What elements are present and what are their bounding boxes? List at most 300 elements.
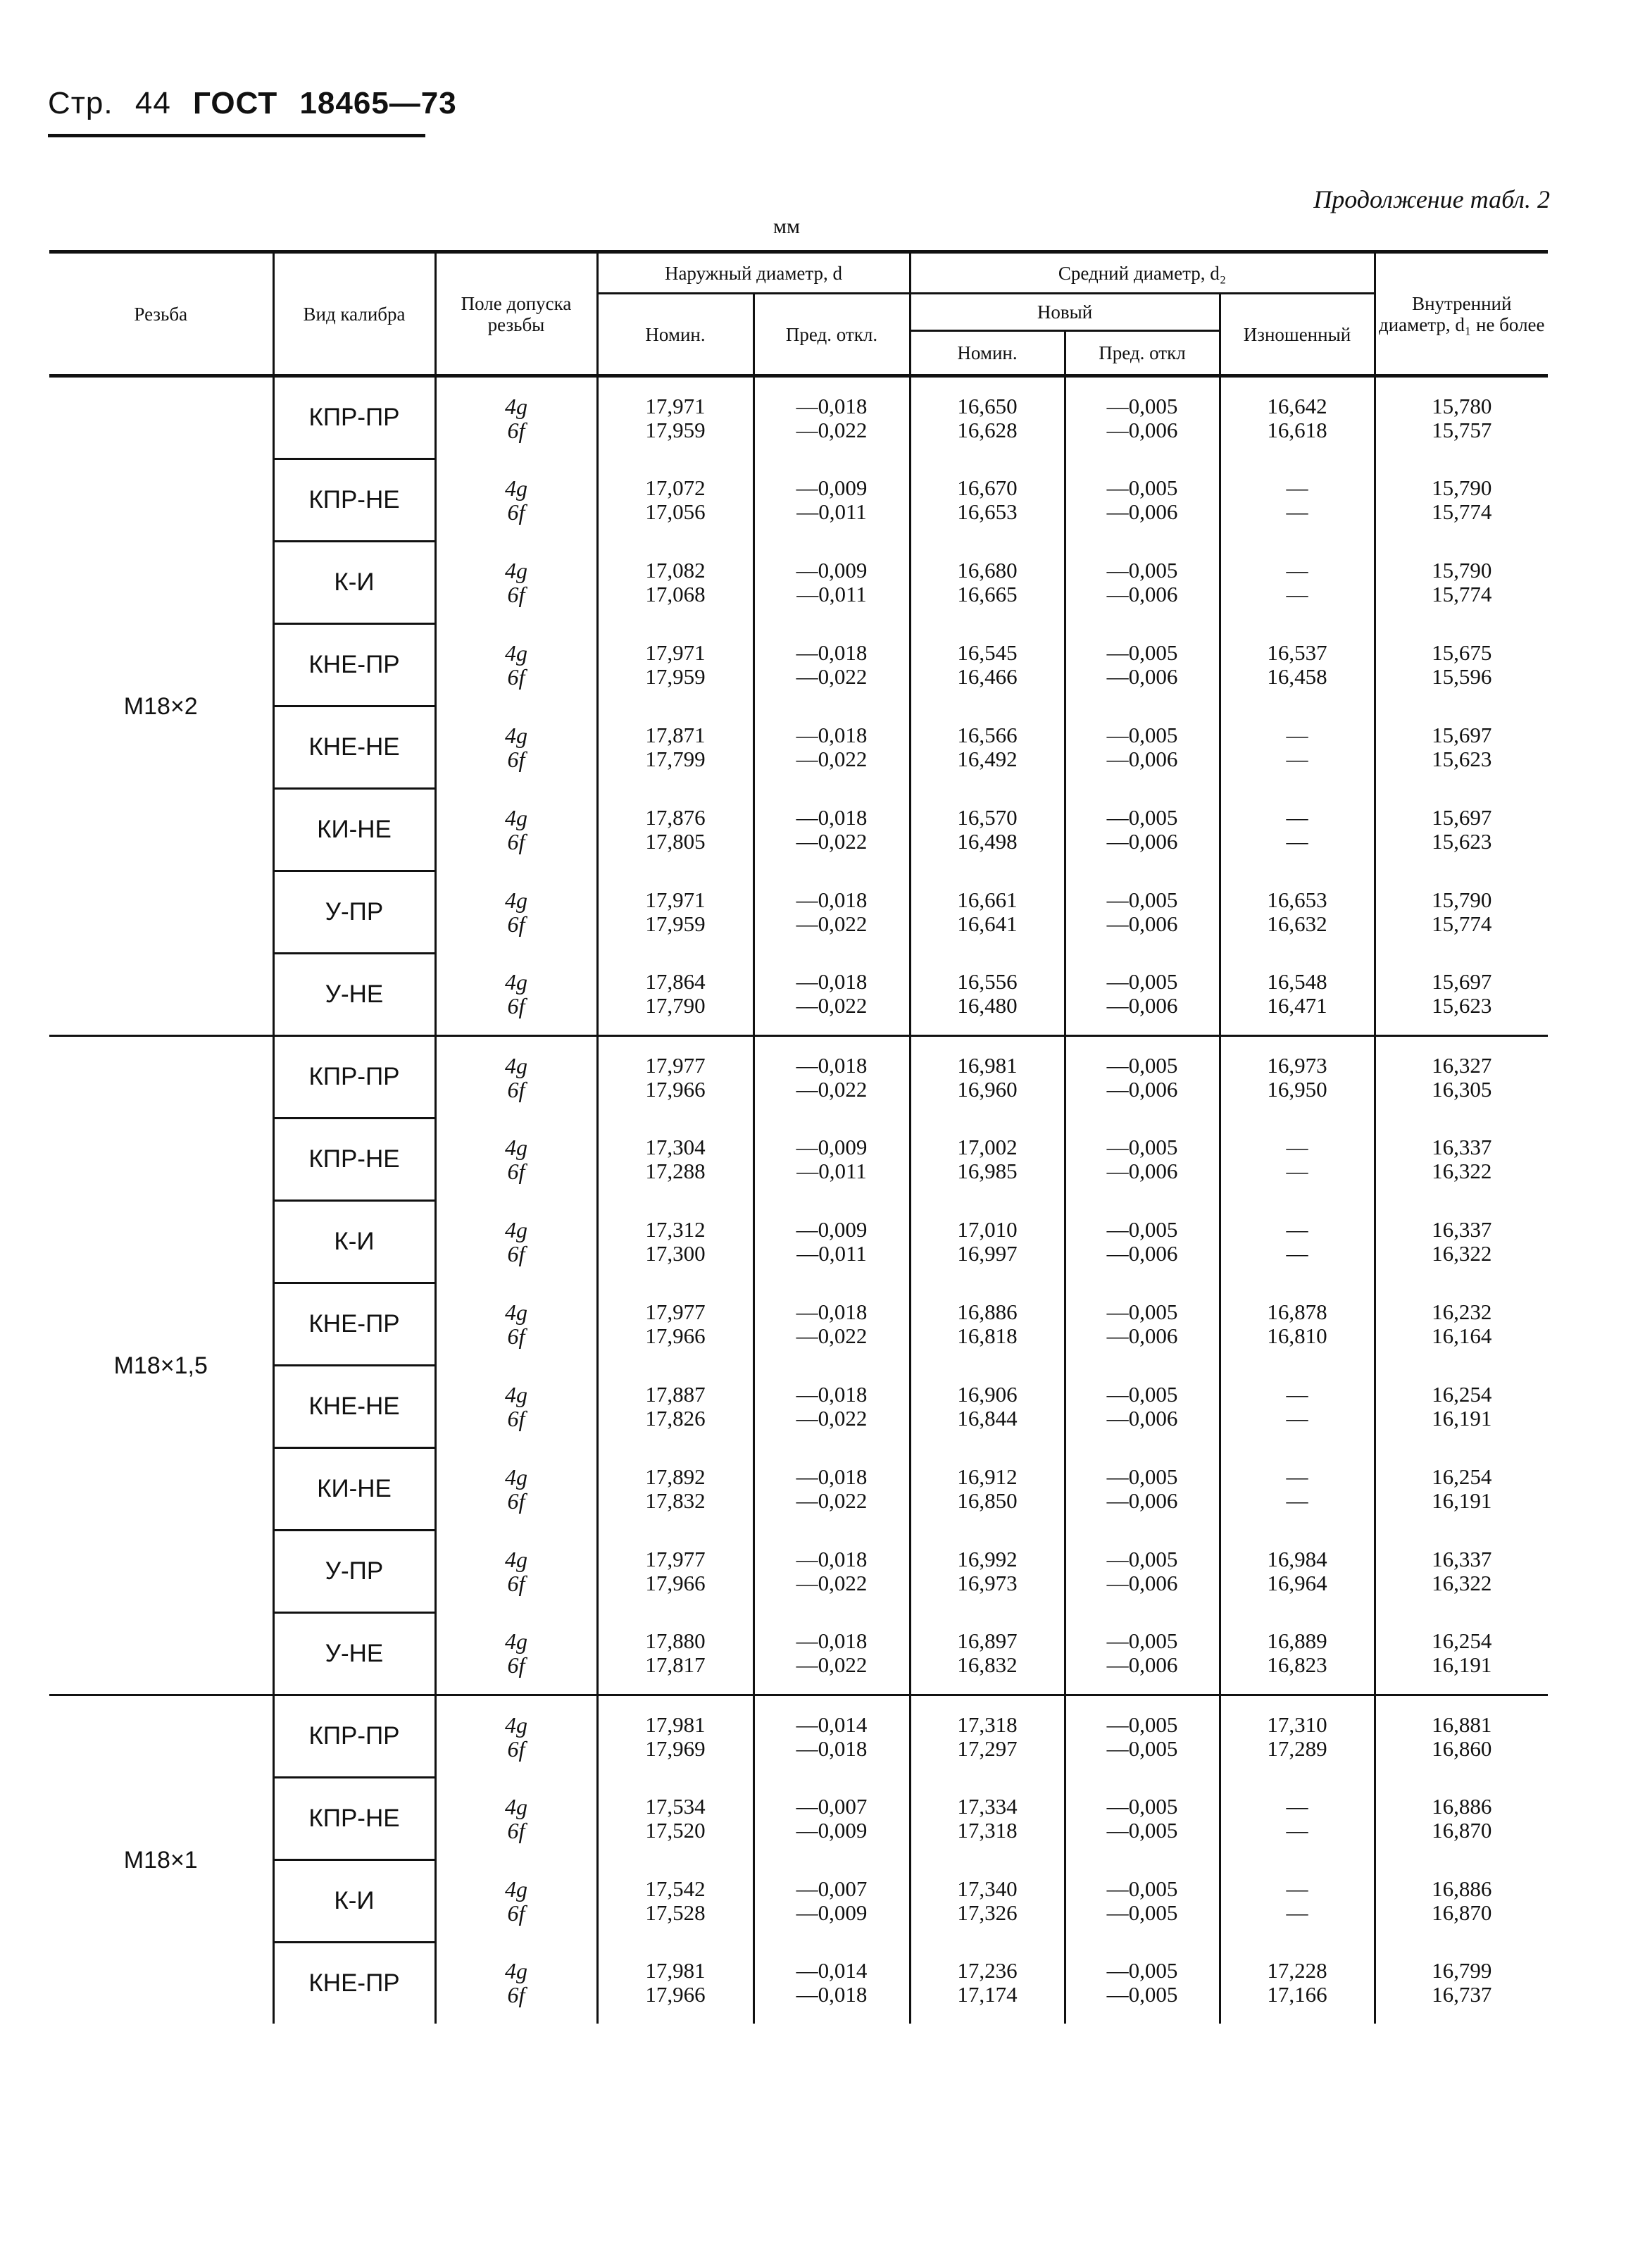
pitch-nominal-cell [910, 1448, 1065, 1531]
pitch-deviation-cell [1065, 376, 1220, 459]
pitch-deviation-value: —0,006 [1106, 829, 1178, 854]
outer-nominal-cell [597, 376, 753, 459]
inner-diameter-value: 16,886 [1432, 1794, 1492, 1819]
outer-deviation-cell [753, 789, 910, 871]
outer-nominal-value: 17,864 [645, 969, 706, 995]
inner-diameter-cell [1375, 1036, 1548, 1119]
outer-nominal-cell [597, 1448, 753, 1531]
worn-value: 16,964 [1267, 1571, 1327, 1595]
outer-deviation-cell [753, 542, 910, 624]
standard-number: 18465—73 [299, 86, 457, 120]
pitch-nominal-value: 16,832 [957, 1652, 1018, 1678]
tolerance-value: 4g [505, 1876, 527, 1902]
pitch-nominal-cell [910, 1366, 1065, 1448]
outer-nominal-value: 17,876 [645, 805, 706, 830]
tolerance-value: 6f [507, 1818, 525, 1843]
pitch-nominal-value: 16,492 [957, 747, 1018, 771]
outer-nominal-value: 17,966 [645, 1982, 706, 2007]
worn-value: — [1286, 582, 1308, 606]
tolerance-value: 6f [507, 582, 525, 607]
header-outer-diameter: Наружный диаметр, d [597, 252, 910, 294]
worn-value: 17,289 [1267, 1736, 1327, 1761]
worn-cell [1220, 789, 1375, 871]
table-row [49, 1695, 1548, 1778]
gauge-type-cell: У-ПР [273, 871, 435, 954]
outer-nominal-cell [597, 789, 753, 871]
outer-nominal-value: 17,288 [645, 1159, 706, 1183]
pitch-deviation-value: —0,006 [1106, 1076, 1178, 1102]
inner-diameter-value: 16,881 [1432, 1712, 1492, 1737]
pitch-deviation-value: —0,005 [1106, 1547, 1178, 1571]
tolerance-cell [435, 1613, 597, 1695]
pitch-deviation-value: —0,005 [1106, 1712, 1178, 1737]
outer-deviation-value: —0,018 [796, 640, 868, 665]
gauge-type-cell: У-ПР [273, 1531, 435, 1613]
pitch-nominal-value: 17,174 [957, 1982, 1018, 2007]
outer-nominal-value: 17,959 [645, 664, 706, 689]
worn-value: 16,984 [1267, 1547, 1327, 1571]
outer-nominal-cell [597, 459, 753, 542]
outer-deviation-value: —0,018 [796, 393, 868, 418]
outer-nominal-value: 17,300 [645, 1241, 706, 1266]
outer-deviation-value: —0,022 [796, 664, 868, 689]
pitch-nominal-value: 17,010 [957, 1217, 1018, 1242]
pitch-nominal-value: 16,653 [957, 499, 1018, 524]
outer-deviation-value: —0,022 [796, 911, 868, 936]
outer-nominal-value: 17,966 [645, 1076, 706, 1102]
pitch-deviation-cell [1065, 542, 1220, 624]
outer-nominal-value: 17,312 [645, 1217, 706, 1242]
pitch-deviation-value: —0,005 [1106, 558, 1178, 582]
table-body [49, 376, 1548, 2024]
header-worn: Изношенный [1220, 294, 1375, 376]
inner-diameter-cell [1375, 1366, 1548, 1448]
pitch-deviation-value: —0,005 [1106, 1135, 1178, 1159]
gauge-type-cell: КНЕ-ПР [273, 1943, 435, 2024]
pitch-nominal-cell [910, 706, 1065, 789]
inner-diameter-cell [1375, 954, 1548, 1036]
inner-diameter-cell [1375, 871, 1548, 954]
pitch-deviation-cell [1065, 1860, 1220, 1943]
outer-deviation-cell [753, 706, 910, 789]
outer-deviation-value: —0,022 [796, 747, 868, 771]
outer-deviation-cell [753, 1283, 910, 1366]
outer-nominal-cell [597, 1695, 753, 1778]
tolerance-value: 4g [505, 475, 527, 501]
pitch-nominal-value: 16,960 [957, 1076, 1018, 1102]
pitch-deviation-value: —0,006 [1106, 1652, 1178, 1678]
outer-deviation-value: —0,011 [796, 1241, 867, 1266]
outer-deviation-value: —0,018 [796, 1628, 868, 1654]
outer-nominal-value: 17,977 [645, 1052, 706, 1078]
outer-deviation-value: —0,011 [796, 499, 867, 524]
pitch-deviation-value: —0,005 [1106, 887, 1178, 912]
table-row [49, 1036, 1548, 1119]
table-row [49, 1943, 1548, 2024]
outer-deviation-value: —0,018 [796, 1464, 868, 1489]
pitch-deviation-value: —0,005 [1106, 393, 1178, 418]
pitch-deviation-value: —0,005 [1106, 1464, 1178, 1489]
inner-diameter-value: 16,337 [1432, 1547, 1492, 1571]
pitch-deviation-value: —0,006 [1106, 911, 1178, 936]
inner-diameter-cell [1375, 1283, 1548, 1366]
worn-cell [1220, 1613, 1375, 1695]
outer-deviation-cell [753, 1201, 910, 1283]
table-row [49, 1860, 1548, 1943]
tolerance-cell [435, 542, 597, 624]
pitch-nominal-cell [910, 1119, 1065, 1201]
outer-deviation-value: —0,022 [796, 1488, 868, 1513]
tolerance-value: 4g [505, 1382, 527, 1407]
pitch-nominal-cell [910, 871, 1065, 954]
inner-diameter-cell [1375, 1695, 1548, 1778]
worn-cell [1220, 1366, 1375, 1448]
outer-nominal-value: 17,981 [645, 1712, 706, 1737]
pitch-deviation-value: —0,005 [1106, 1982, 1178, 2007]
outer-nominal-value: 17,304 [645, 1135, 706, 1159]
outer-deviation-value: —0,018 [796, 1052, 868, 1078]
tolerance-value: 6f [507, 1736, 525, 1762]
outer-nominal-cell [597, 871, 753, 954]
inner-diameter-cell [1375, 459, 1548, 542]
table-row [49, 1366, 1548, 1448]
pitch-deviation-value: —0,006 [1106, 499, 1178, 524]
pitch-nominal-value: 16,997 [957, 1241, 1018, 1266]
tolerance-value: 6f [507, 1406, 525, 1431]
outer-deviation-value: —0,011 [796, 1159, 867, 1183]
outer-nominal-value: 17,068 [645, 582, 706, 606]
outer-nominal-value: 17,790 [645, 993, 706, 1018]
outer-nominal-cell [597, 954, 753, 1036]
inner-diameter-value: 16,305 [1432, 1076, 1492, 1102]
outer-deviation-value: —0,007 [796, 1876, 868, 1901]
tolerance-cell [435, 1119, 597, 1201]
inner-diameter-value: 16,870 [1432, 1818, 1492, 1843]
pitch-nominal-value: 16,628 [957, 417, 1018, 442]
worn-value: — [1286, 1464, 1308, 1489]
outer-nominal-value: 17,528 [645, 1900, 706, 1925]
header-pitch-nominal: Номин. [910, 331, 1065, 376]
outer-deviation-value: —0,022 [796, 1406, 868, 1431]
inner-diameter-cell [1375, 1531, 1548, 1613]
outer-deviation-value: —0,022 [796, 1652, 868, 1678]
inner-diameter-value: 15,697 [1432, 969, 1492, 995]
gauge-type-cell: К-И [273, 542, 435, 624]
tolerance-value: 6f [507, 829, 525, 854]
pitch-nominal-cell [910, 1531, 1065, 1613]
outer-nominal-value: 17,969 [645, 1736, 706, 1761]
inner-diameter-value: 16,322 [1432, 1241, 1492, 1266]
gauge-type-cell: КПР-ПР [273, 1036, 435, 1119]
outer-deviation-value: —0,007 [796, 1794, 868, 1819]
outer-deviation-value: —0,018 [796, 1382, 868, 1407]
header-outer-nominal: Номин. [597, 294, 753, 376]
gauge-type-cell: КНЕ-ПР [273, 624, 435, 706]
tolerance-cell [435, 1778, 597, 1860]
outer-deviation-value: —0,014 [796, 1958, 868, 1983]
inner-diameter-cell [1375, 1860, 1548, 1943]
pitch-deviation-value: —0,005 [1106, 475, 1178, 500]
outer-nominal-value: 17,977 [645, 1300, 706, 1324]
pitch-nominal-value: 16,570 [957, 805, 1018, 830]
worn-value: 16,878 [1267, 1300, 1327, 1324]
tolerance-value: 4g [505, 1712, 527, 1738]
inner-diameter-value: 15,697 [1432, 805, 1492, 830]
table-row [49, 542, 1548, 624]
outer-deviation-cell [753, 1448, 910, 1531]
table-continuation-caption: Продолжение табл. 2 [1313, 185, 1550, 213]
pitch-deviation-cell [1065, 1778, 1220, 1860]
pitch-nominal-value: 17,236 [957, 1958, 1018, 1983]
pitch-deviation-cell [1065, 1201, 1220, 1283]
pitch-deviation-cell [1065, 706, 1220, 789]
inner-diameter-value: 16,322 [1432, 1159, 1492, 1183]
worn-value: 16,548 [1267, 969, 1327, 995]
worn-value: 16,618 [1267, 417, 1327, 442]
tolerance-value: 4g [505, 393, 527, 419]
inner-diameter-value: 16,799 [1432, 1958, 1492, 1983]
tolerance-value: 4g [505, 969, 527, 995]
pitch-deviation-cell [1065, 1119, 1220, 1201]
pitch-nominal-value: 16,818 [957, 1323, 1018, 1348]
tolerance-value: 6f [507, 1982, 525, 2008]
pitch-deviation-value: —0,005 [1106, 640, 1178, 665]
tolerance-cell [435, 1943, 597, 2024]
page-header [48, 86, 470, 121]
gauge-type-cell: К-И [273, 1201, 435, 1283]
pitch-deviation-cell [1065, 954, 1220, 1036]
table-row [49, 954, 1548, 1036]
thread-cell: М18×2 [49, 376, 273, 1036]
tolerance-cell [435, 1201, 597, 1283]
outer-nominal-value: 17,082 [645, 558, 706, 582]
inner-diameter-value: 16,870 [1432, 1900, 1492, 1925]
tolerance-value: 6f [507, 417, 525, 443]
worn-value: 17,228 [1267, 1958, 1327, 1983]
outer-deviation-cell [753, 1860, 910, 1943]
pitch-deviation-cell [1065, 1448, 1220, 1531]
worn-value: — [1286, 1241, 1308, 1266]
worn-cell [1220, 1778, 1375, 1860]
inner-diameter-value: 16,254 [1432, 1628, 1492, 1654]
outer-deviation-cell [753, 871, 910, 954]
worn-cell [1220, 624, 1375, 706]
pitch-deviation-cell [1065, 871, 1220, 954]
thread-cell: М18×1,5 [49, 1036, 273, 1695]
tolerance-cell [435, 624, 597, 706]
outer-nominal-value: 17,799 [645, 747, 706, 771]
worn-value: 17,166 [1267, 1982, 1327, 2007]
pitch-nominal-value: 16,650 [957, 393, 1018, 418]
tolerance-value: 6f [507, 1571, 525, 1596]
thread-cell: М18×1 [49, 1695, 273, 2024]
inner-diameter-cell [1375, 376, 1548, 459]
pitch-deviation-value: —0,006 [1106, 1406, 1178, 1431]
outer-deviation-value: —0,022 [796, 417, 868, 442]
inner-diameter-value: 16,886 [1432, 1876, 1492, 1901]
table-row [49, 1531, 1548, 1613]
inner-diameter-value: 16,191 [1432, 1406, 1492, 1431]
pitch-nominal-value: 16,498 [957, 829, 1018, 854]
pitch-nominal-value: 16,844 [957, 1406, 1018, 1431]
worn-cell [1220, 1943, 1375, 2024]
tolerance-cell [435, 1448, 597, 1531]
gauge-type-cell: КПР-ПР [273, 376, 435, 459]
inner-diameter-cell [1375, 789, 1548, 871]
pitch-nominal-cell [910, 1778, 1065, 1860]
worn-cell [1220, 706, 1375, 789]
outer-nominal-value: 17,971 [645, 887, 706, 912]
tolerance-value: 6f [507, 499, 525, 525]
tolerance-value: 4g [505, 1135, 527, 1160]
inner-diameter-cell [1375, 1943, 1548, 2024]
outer-deviation-value: —0,009 [796, 1900, 868, 1925]
inner-diameter-cell [1375, 542, 1548, 624]
pitch-nominal-value: 16,680 [957, 558, 1018, 582]
tolerance-cell [435, 459, 597, 542]
outer-deviation-value: —0,018 [796, 887, 868, 912]
tolerance-cell [435, 789, 597, 871]
tolerance-value: 4g [505, 723, 527, 748]
tolerance-cell [435, 706, 597, 789]
tolerance-value: 4g [505, 1547, 527, 1572]
inner-diameter-value: 15,623 [1432, 993, 1492, 1018]
tolerance-cell [435, 954, 597, 1036]
worn-value: — [1286, 475, 1308, 500]
outer-nominal-cell [597, 1201, 753, 1283]
inner-diameter-value: 16,337 [1432, 1135, 1492, 1159]
outer-deviation-value: —0,009 [796, 558, 868, 582]
pitch-deviation-value: —0,005 [1106, 1794, 1178, 1819]
outer-deviation-value: —0,022 [796, 1571, 868, 1595]
pitch-deviation-value: —0,005 [1106, 1736, 1178, 1761]
pitch-nominal-value: 16,850 [957, 1488, 1018, 1513]
inner-diameter-value: 15,790 [1432, 475, 1492, 500]
worn-cell [1220, 1695, 1375, 1778]
inner-diameter-value: 15,790 [1432, 887, 1492, 912]
pitch-deviation-value: —0,006 [1106, 993, 1178, 1018]
pitch-nominal-cell [910, 624, 1065, 706]
pitch-deviation-value: —0,006 [1106, 1571, 1178, 1595]
outer-nominal-value: 17,805 [645, 829, 706, 854]
outer-nominal-value: 17,966 [645, 1571, 706, 1595]
tolerance-value: 6f [507, 993, 525, 1019]
pitch-deviation-cell [1065, 624, 1220, 706]
outer-nominal-value: 17,056 [645, 499, 706, 524]
inner-diameter-value: 16,337 [1432, 1217, 1492, 1242]
inner-diameter-value: 16,737 [1432, 1982, 1492, 2007]
pitch-nominal-value: 16,912 [957, 1464, 1018, 1489]
pitch-nominal-cell [910, 1613, 1065, 1695]
header-rule [48, 134, 425, 137]
worn-value: — [1286, 1488, 1308, 1513]
outer-deviation-cell [753, 1943, 910, 2024]
standard-name: ГОСТ [193, 86, 278, 120]
pitch-nominal-value: 16,897 [957, 1628, 1018, 1654]
inner-diameter-value: 15,596 [1432, 664, 1492, 689]
header-pitch-deviation: Пред. откл [1065, 331, 1220, 376]
pitch-nominal-cell [910, 1860, 1065, 1943]
gauge-type-cell: У-НЕ [273, 954, 435, 1036]
outer-deviation-value: —0,018 [796, 1736, 868, 1761]
pitch-nominal-cell [910, 1695, 1065, 1778]
pitch-nominal-value: 17,318 [957, 1818, 1018, 1843]
inner-diameter-value: 15,790 [1432, 558, 1492, 582]
pitch-nominal-cell [910, 1283, 1065, 1366]
pitch-nominal-value: 17,340 [957, 1876, 1018, 1901]
worn-cell [1220, 954, 1375, 1036]
inner-diameter-value: 16,164 [1432, 1323, 1492, 1348]
pitch-nominal-value: 17,326 [957, 1900, 1018, 1925]
outer-nominal-value: 17,832 [645, 1488, 706, 1513]
outer-nominal-cell [597, 1366, 753, 1448]
pitch-nominal-value: 16,981 [957, 1052, 1018, 1078]
gauge-type-cell: КПР-НЕ [273, 459, 435, 542]
outer-nominal-value: 17,520 [645, 1818, 706, 1843]
tolerance-value: 6f [507, 1159, 525, 1184]
worn-value: — [1286, 499, 1308, 524]
pitch-nominal-value: 16,641 [957, 911, 1018, 936]
gauge-type-cell: КПР-НЕ [273, 1778, 435, 1860]
pitch-nominal-value: 16,466 [957, 664, 1018, 689]
inner-diameter-cell [1375, 624, 1548, 706]
outer-deviation-value: —0,011 [796, 582, 867, 606]
outer-nominal-cell [597, 1531, 753, 1613]
outer-deviation-value: —0,022 [796, 993, 868, 1018]
inner-diameter-value: 15,780 [1432, 393, 1492, 418]
outer-deviation-value: —0,014 [796, 1712, 868, 1737]
pitch-nominal-value: 16,992 [957, 1547, 1018, 1571]
outer-nominal-value: 17,981 [645, 1958, 706, 1983]
inner-diameter-cell [1375, 1448, 1548, 1531]
table-row [49, 1283, 1548, 1366]
worn-value: 16,823 [1267, 1652, 1327, 1678]
worn-value: — [1286, 747, 1308, 771]
outer-deviation-cell [753, 1778, 910, 1860]
outer-deviation-value: —0,018 [796, 1547, 868, 1571]
gauge-type-cell: КИ-НЕ [273, 789, 435, 871]
outer-deviation-value: —0,018 [796, 1982, 868, 2007]
outer-deviation-value: —0,009 [796, 1217, 868, 1242]
inner-diameter-value: 15,774 [1432, 499, 1492, 524]
worn-value: 16,471 [1267, 993, 1327, 1018]
outer-nominal-cell [597, 542, 753, 624]
inner-diameter-cell [1375, 1778, 1548, 1860]
gauge-type-cell: КНЕ-НЕ [273, 1366, 435, 1448]
pitch-deviation-value: —0,005 [1106, 1818, 1178, 1843]
worn-value: 17,310 [1267, 1712, 1327, 1737]
header-gauge: Вид калибра [273, 252, 435, 376]
pitch-deviation-value: —0,006 [1106, 1488, 1178, 1513]
header-outer-deviation: Пред. откл. [753, 294, 910, 376]
worn-value: 16,642 [1267, 393, 1327, 418]
gauge-type-cell: КПР-НЕ [273, 1119, 435, 1201]
outer-deviation-cell [753, 1036, 910, 1119]
pitch-nominal-cell [910, 1036, 1065, 1119]
pitch-nominal-value: 16,973 [957, 1571, 1018, 1595]
outer-nominal-value: 17,871 [645, 723, 706, 747]
header-new: Новый [910, 294, 1220, 331]
tolerance-cell [435, 376, 597, 459]
pitch-deviation-cell [1065, 1036, 1220, 1119]
header-thread: Резьба [134, 303, 188, 325]
worn-value: — [1286, 1794, 1308, 1819]
inner-diameter-value: 16,322 [1432, 1571, 1492, 1595]
page-number: 44 [135, 86, 171, 120]
worn-cell [1220, 376, 1375, 459]
pitch-deviation-value: —0,005 [1106, 805, 1178, 830]
pitch-nominal-value: 16,985 [957, 1159, 1018, 1183]
